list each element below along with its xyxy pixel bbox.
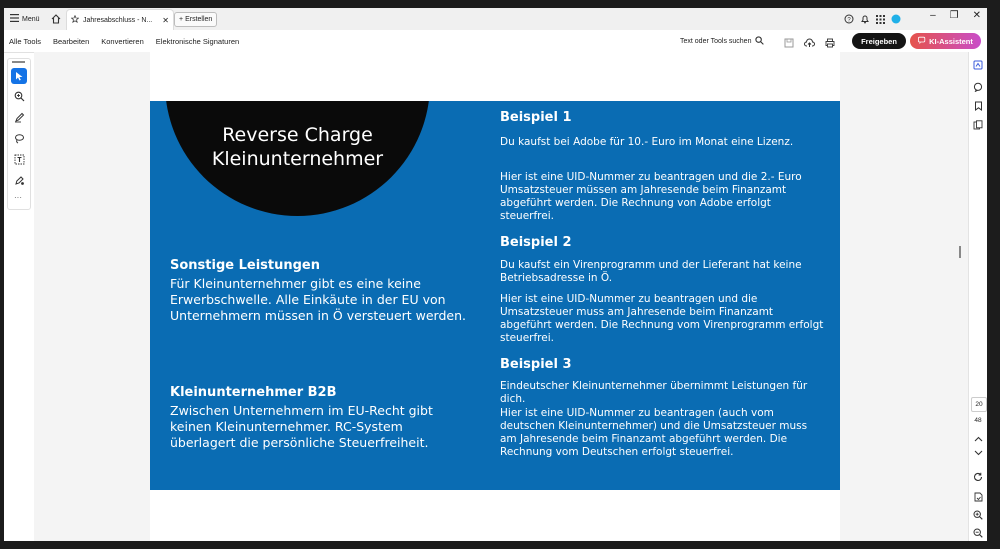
user-avatar[interactable] <box>891 11 901 29</box>
tool-menu <box>9 30 239 52</box>
menu-button[interactable] <box>7 11 43 27</box>
slide-title-line1: Reverse Charge <box>222 124 373 146</box>
minimize-icon[interactable]: – <box>930 10 936 21</box>
example3-text2: Hier ist eine UID-Nummer zu beantragen (auch vom deutschen Kleinunternehmer) und die Umsatzsteuer muss am Jahresende beim Finanzamt abgeführt werden. Die Rechnung vom Deutschen erfolgt steuerfrei. <box>500 407 808 458</box>
ai-summary-icon[interactable] <box>971 58 985 72</box>
menu-label: Menü <box>22 15 40 23</box>
slide-title-line2: Kleinunternehmer <box>211 148 384 170</box>
zoom-in-tool-icon[interactable] <box>11 88 27 104</box>
apps-grid-icon[interactable] <box>876 11 885 29</box>
maximize-icon[interactable]: ❐ <box>949 10 959 21</box>
titlebar-icons <box>844 11 901 29</box>
plus-icon: + <box>179 16 184 23</box>
create-label: Erstellen <box>185 16 213 23</box>
pen-tool-icon[interactable] <box>11 109 27 125</box>
star-icon[interactable] <box>71 15 79 25</box>
slide <box>150 101 840 490</box>
stamp-tool-icon[interactable] <box>11 172 27 188</box>
pdf-page <box>150 52 840 541</box>
zoom-out-icon[interactable] <box>971 526 985 540</box>
pages-icon[interactable] <box>971 118 985 132</box>
zoom-in-icon[interactable] <box>971 508 985 522</box>
chevron-up-icon[interactable] <box>971 432 985 446</box>
menu-item-edit[interactable]: Bearbeiten <box>52 36 90 46</box>
example1-text2: Hier ist eine UID-Nummer zu beantragen und die 2.- Euro Umsatzsteuer müssen am Jahresende beim Finanzamt abgeführt werden. Die Rechnung von Adobe erfolgt steuerfrei. <box>500 171 802 222</box>
more-tools-icon[interactable]: ··· <box>14 193 22 202</box>
ai-assistant-button[interactable] <box>910 33 981 49</box>
refresh-icon[interactable] <box>971 470 985 484</box>
create-button[interactable] <box>174 12 217 27</box>
home-icon[interactable] <box>48 11 64 27</box>
scrollbar-handle[interactable] <box>959 246 961 258</box>
window-controls <box>930 10 981 21</box>
quick-tools-bar <box>7 58 31 210</box>
example2-text2: Hier ist eine UID-Nummer zu beantragen und die Umsatzsteuer muss am Jahresende beim Finanzamt abgeführt werden. Die Rechnung vom Virenprogramm erfolgt steuerfrei. <box>500 293 824 344</box>
document-tab[interactable] <box>66 9 174 30</box>
hamburger-icon <box>10 14 19 24</box>
menu-item-e-signatures[interactable]: Elektronische Signaturen <box>155 36 240 46</box>
search-icon[interactable] <box>755 36 764 47</box>
right-panel-rail <box>968 52 987 541</box>
total-pages-label: 48 <box>974 417 982 424</box>
page-export-icon[interactable] <box>971 490 985 504</box>
current-page-field[interactable]: 20 <box>971 397 987 412</box>
grip-handle[interactable] <box>12 61 25 63</box>
close-tab-icon[interactable]: ✕ <box>162 15 169 25</box>
section-text-b2b: Zwischen Unternehmern im EU-Recht gibt keinen Kleinunternehmer. RC-System überlagert die persönliche Steuerfreiheit. <box>170 403 433 450</box>
save-icon[interactable] <box>784 35 794 53</box>
select-tool-icon[interactable] <box>11 68 27 84</box>
example1-text1: Du kaufst bei Adobe für 10.- Euro im Monat eine Lizenz. <box>500 136 794 148</box>
cloud-upload-icon[interactable] <box>804 35 815 53</box>
search-label: Text oder Tools suchen <box>680 37 752 45</box>
menu-item-all-tools[interactable]: Alle Tools <box>9 36 41 46</box>
print-icon[interactable] <box>825 35 835 53</box>
document-viewer[interactable] <box>34 52 969 541</box>
share-button[interactable]: Freigeben <box>852 33 906 49</box>
example3-heading: Beispiel 3 <box>500 357 572 372</box>
bookmark-icon[interactable] <box>971 99 985 113</box>
section-text-sonstige: Für Kleinunternehmer gibt es eine keine Erwerbschwelle. Alle Einkäute in der EU von Unternehmern müssen in Ö versteuert werden. <box>170 276 467 323</box>
toolbar-icons <box>784 35 835 53</box>
ai-sparkle-icon <box>918 36 926 46</box>
text-box-tool-icon[interactable] <box>11 151 27 167</box>
help-icon[interactable] <box>844 11 854 29</box>
close-window-icon[interactable]: ✕ <box>972 10 981 21</box>
chevron-down-icon[interactable] <box>971 446 985 460</box>
main-toolbar <box>4 30 987 53</box>
comment-icon[interactable] <box>971 80 985 94</box>
example2-text1: Du kaufst ein Virenprogramm und der Lieferant hat keine Betriebsadresse in Ö. <box>500 259 802 284</box>
title-bar <box>4 8 987 31</box>
ai-assistant-label: KI-Assistent <box>929 36 973 46</box>
example1-heading: Beispiel 1 <box>500 110 572 125</box>
menu-item-convert[interactable]: Konvertieren <box>101 36 144 46</box>
section-heading-b2b: Kleinunternehmer B2B <box>170 385 337 400</box>
notification-bell-icon[interactable] <box>860 11 870 29</box>
tab-title: Jahresabschluss - N... <box>83 16 153 24</box>
example3-text1: Eindeutscher Kleinunternehmer übernimmt Leistungen für dich. <box>500 380 808 405</box>
svg-text:?: ? <box>847 17 851 24</box>
section-heading-sonstige: Sonstige Leistungen <box>170 258 321 273</box>
slide-title <box>165 123 430 171</box>
app-window <box>4 8 987 541</box>
example2-heading: Beispiel 2 <box>500 235 572 250</box>
tool-search[interactable] <box>680 30 764 52</box>
lasso-tool-icon[interactable] <box>11 130 27 146</box>
